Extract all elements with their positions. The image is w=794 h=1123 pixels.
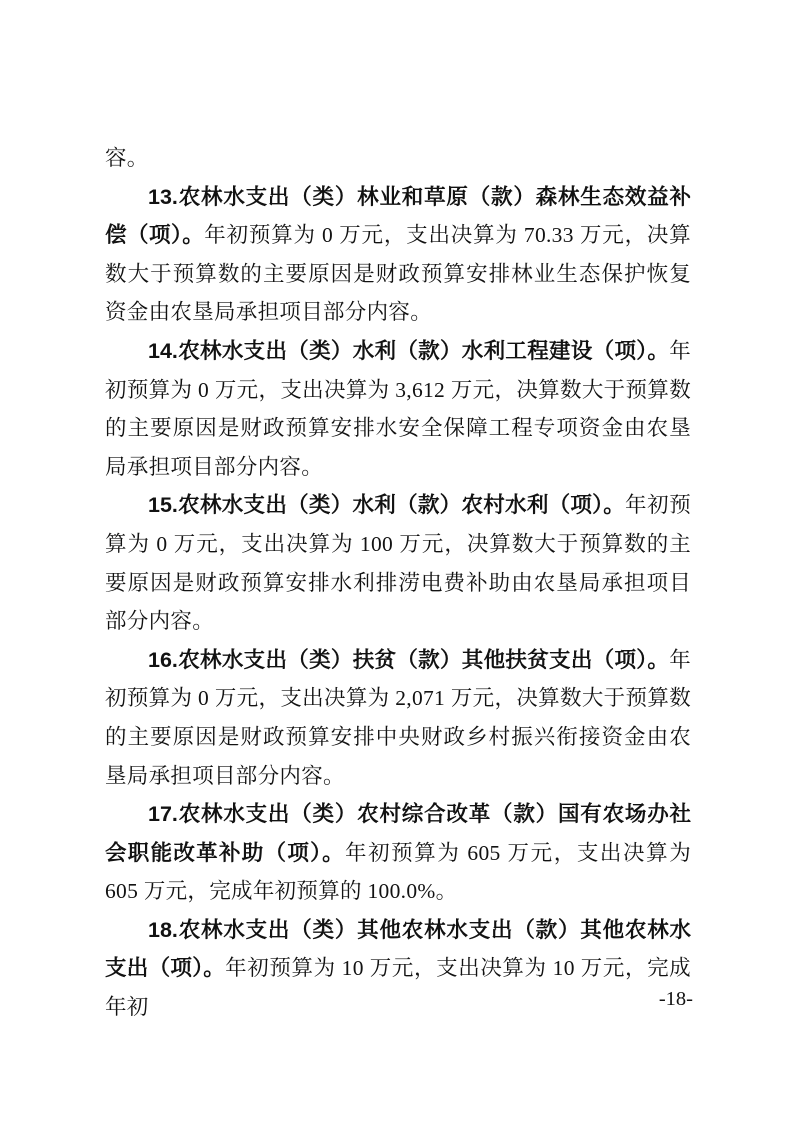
- paragraph-13: [105, 178, 691, 332]
- paragraph-continuation-text: 容。: [105, 146, 149, 170]
- paragraph-18-heading: 18.农林水支出（类）其他农林水支出（款）其他农林水支出（项）。: [105, 917, 691, 981]
- paragraph-14-heading: 14.农林水支出（类）水利（款）水利工程建设（项）。: [148, 338, 670, 363]
- paragraph-13-heading: 13.农林水支出（类）林业和草原（款）森林生态效益补偿（项）。: [105, 184, 691, 248]
- paragraph-14: [105, 332, 691, 486]
- paragraph-16-heading: 16.农林水支出（类）扶贫（款）其他扶贫支出（项）。: [148, 647, 670, 672]
- document-content: [105, 139, 691, 1027]
- paragraph-17-body: 年初预算为 605 万元，支出决算为 605 万元，完成年初预算的 100.0%。: [105, 840, 691, 904]
- page-number: -18-: [658, 988, 693, 1010]
- paragraph-14-body: 年初预算为 0 万元，支出决算为 3,612 万元，决算数大于预算数的主要原因是财政预算安排水安全保障工程专项资金由农垦局承担项目部分内容。: [105, 338, 691, 479]
- paragraph-16: [105, 641, 691, 795]
- paragraph-17: [105, 795, 691, 911]
- paragraph-13-body: 年初预算为 0 万元，支出决算为 70.33 万元，决算数大于预算数的主要原因是财政预算安排林业生态保护恢复资金由农垦局承担项目部分内容。: [105, 223, 691, 325]
- paragraph-16-body: 年初预算为 0 万元，支出决算为 2,071 万元，决算数大于预算数的主要原因是财政预算安排中央财政乡村振兴衔接资金由农垦局承担项目部分内容。: [105, 647, 691, 788]
- paragraph-15-heading: 15.农林水支出（类）水利（款）农村水利（项）。: [148, 493, 626, 518]
- paragraph-15: [105, 486, 691, 640]
- paragraph-15-body: 年初预算为 0 万元，支出决算为 100 万元，决算数大于预算数的主要原因是财政预算安排水利排涝电费补助由农垦局承担项目部分内容。: [105, 493, 691, 634]
- paragraph-18-body: 年初预算为 10 万元，支出决算为 10 万元，完成年初: [105, 956, 691, 1020]
- paragraph-continuation: [105, 139, 691, 178]
- paragraph-17-heading: 17.农林水支出（类）农村综合改革（款）国有农场办社会职能改革补助（项）。: [105, 802, 691, 865]
